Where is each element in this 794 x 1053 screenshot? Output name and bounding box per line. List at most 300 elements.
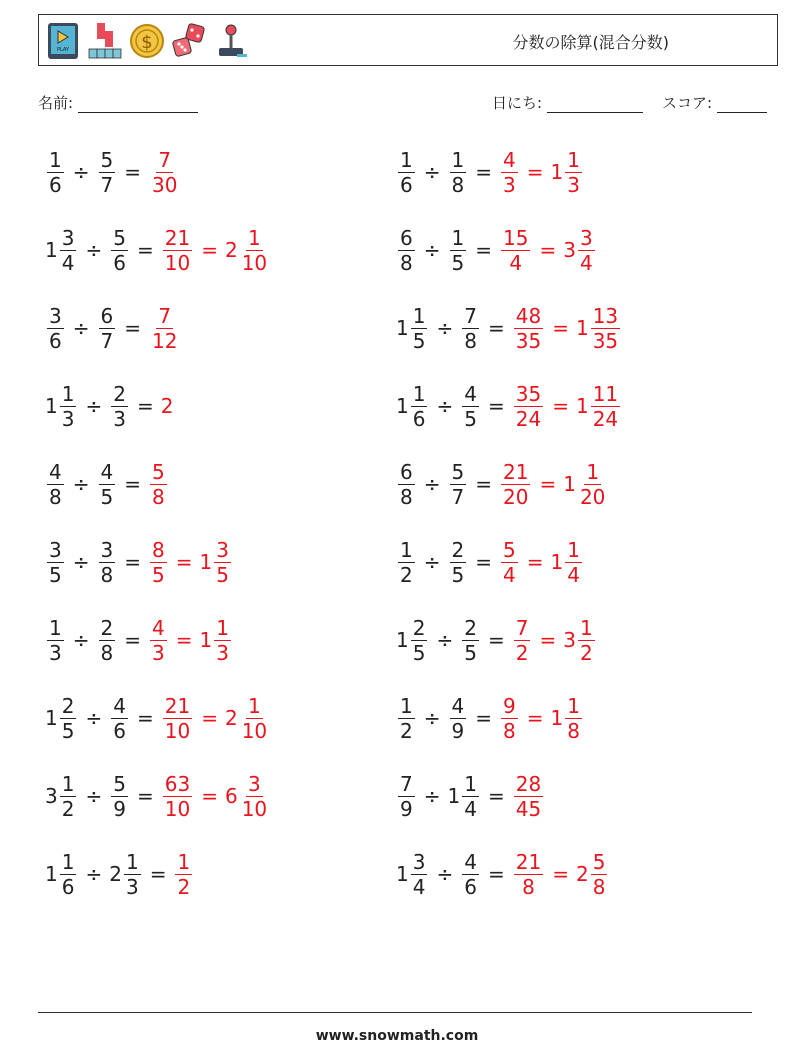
whole-part: 1 bbox=[45, 394, 58, 418]
fraction bbox=[578, 616, 595, 665]
equals-sign: = bbox=[475, 238, 492, 262]
equals-sign: = bbox=[124, 160, 141, 184]
numerator: 1 bbox=[464, 771, 477, 796]
fraction bbox=[591, 382, 620, 431]
numerator: 3 bbox=[216, 537, 229, 562]
denominator: 8 bbox=[152, 484, 165, 509]
numerator: 5 bbox=[503, 537, 516, 562]
equals-sign: = bbox=[487, 862, 505, 886]
answer bbox=[148, 304, 181, 353]
fraction bbox=[175, 850, 192, 899]
numerator: 28 bbox=[515, 771, 542, 796]
denominator: 35 bbox=[515, 328, 542, 353]
numerator: 1 bbox=[567, 537, 580, 562]
fraction bbox=[514, 616, 531, 665]
denominator: 3 bbox=[125, 874, 139, 899]
problem-18 bbox=[396, 686, 584, 750]
denominator: 8 bbox=[464, 328, 477, 353]
problem-12 bbox=[396, 218, 597, 282]
whole-part: 1 bbox=[45, 706, 58, 730]
fraction bbox=[398, 538, 415, 587]
fraction bbox=[47, 148, 64, 197]
fraction bbox=[47, 304, 64, 353]
denominator: 5 bbox=[464, 406, 477, 431]
denominator: 10 bbox=[241, 796, 268, 821]
denominator: 6 bbox=[113, 250, 126, 275]
numerator: 48 bbox=[515, 303, 542, 328]
mixed-number bbox=[45, 148, 66, 197]
denominator: 4 bbox=[579, 250, 593, 275]
fraction bbox=[60, 382, 77, 431]
numerator: 1 bbox=[125, 849, 139, 874]
equals-sign: = bbox=[552, 316, 569, 340]
numerator: 1 bbox=[177, 849, 191, 874]
mixed-number bbox=[109, 694, 130, 743]
denominator: 10 bbox=[164, 250, 191, 275]
fraction bbox=[150, 616, 167, 665]
problem-5 bbox=[45, 452, 169, 516]
date-blank[interactable] bbox=[547, 96, 643, 113]
whole-part: 1 bbox=[45, 238, 58, 262]
numerator: 1 bbox=[61, 381, 75, 406]
mixed-number bbox=[460, 850, 481, 899]
answer bbox=[551, 538, 584, 587]
numerator: 9 bbox=[503, 693, 516, 718]
equals-sign: = bbox=[175, 550, 193, 574]
equals-sign: = bbox=[487, 784, 505, 808]
answer bbox=[512, 382, 545, 431]
numerator: 1 bbox=[579, 615, 593, 640]
name-blank[interactable] bbox=[78, 96, 198, 113]
denominator: 6 bbox=[113, 718, 126, 743]
header-icons bbox=[45, 19, 249, 63]
answer bbox=[551, 694, 584, 743]
numerator: 3 bbox=[61, 225, 75, 250]
mixed-number bbox=[97, 538, 118, 587]
equals-sign: = bbox=[475, 706, 492, 730]
answer bbox=[225, 772, 271, 821]
whole-part: 2 bbox=[224, 238, 238, 262]
numerator: 63 bbox=[164, 771, 191, 796]
denominator: 6 bbox=[49, 172, 62, 197]
whole-part: 1 bbox=[396, 862, 409, 886]
numerator: 4 bbox=[503, 147, 516, 172]
whole-part: 3 bbox=[563, 238, 576, 262]
denominator: 12 bbox=[152, 328, 178, 353]
denominator: 4 bbox=[509, 250, 523, 275]
numerator: 7 bbox=[515, 615, 529, 640]
denominator: 9 bbox=[113, 796, 126, 821]
mixed-number bbox=[109, 382, 130, 431]
fraction bbox=[501, 538, 518, 587]
whole-part: 2 bbox=[160, 394, 174, 418]
mixed-number bbox=[448, 772, 481, 821]
numerator: 1 bbox=[400, 537, 413, 562]
mixed-number bbox=[448, 538, 469, 587]
divide-sign: ÷ bbox=[72, 160, 90, 184]
problem-11 bbox=[396, 140, 584, 204]
fraction bbox=[565, 694, 582, 743]
problem-4 bbox=[45, 374, 173, 438]
numerator: 1 bbox=[451, 225, 465, 250]
whole-part: 1 bbox=[575, 316, 589, 340]
fraction bbox=[565, 538, 582, 587]
date-label: 日にち: bbox=[492, 94, 543, 112]
denominator: 6 bbox=[464, 874, 477, 899]
fraction bbox=[111, 772, 128, 821]
denominator: 3 bbox=[567, 172, 580, 197]
whole-part: 2 bbox=[575, 862, 589, 886]
divide-sign: ÷ bbox=[436, 316, 454, 340]
problem-16 bbox=[396, 530, 584, 594]
denominator: 8 bbox=[400, 250, 413, 275]
divide-sign: ÷ bbox=[72, 550, 90, 574]
denominator: 3 bbox=[113, 406, 126, 431]
numerator: 5 bbox=[113, 225, 126, 250]
mixed-number bbox=[97, 616, 118, 665]
divide-sign: ÷ bbox=[423, 472, 441, 496]
numerator: 15 bbox=[503, 225, 529, 250]
divide-sign: ÷ bbox=[85, 784, 103, 808]
fraction bbox=[99, 460, 116, 509]
numerator: 1 bbox=[400, 147, 413, 172]
numerator: 35 bbox=[515, 381, 542, 406]
answer bbox=[512, 772, 545, 821]
denominator: 8 bbox=[522, 874, 535, 899]
numerator: 2 bbox=[61, 693, 75, 718]
fraction bbox=[240, 772, 269, 821]
equals-sign: = bbox=[475, 472, 492, 496]
name-field bbox=[38, 92, 198, 113]
equals-sign: = bbox=[136, 784, 154, 808]
denominator: 4 bbox=[61, 250, 75, 275]
fraction bbox=[47, 460, 64, 509]
answer bbox=[512, 304, 545, 353]
denominator: 4 bbox=[412, 874, 426, 899]
answer bbox=[563, 616, 596, 665]
fraction bbox=[240, 226, 269, 275]
fraction bbox=[99, 148, 116, 197]
answer bbox=[161, 772, 194, 821]
fraction bbox=[501, 694, 518, 743]
problem-15 bbox=[396, 452, 609, 516]
divide-sign: ÷ bbox=[72, 628, 90, 652]
numerator: 1 bbox=[586, 459, 600, 484]
mixed-number bbox=[109, 772, 130, 821]
equals-sign: = bbox=[539, 472, 557, 496]
numerator: 1 bbox=[567, 147, 580, 172]
denominator: 6 bbox=[412, 406, 426, 431]
score-field bbox=[662, 92, 767, 113]
mixed-number bbox=[45, 382, 78, 431]
denominator: 3 bbox=[152, 640, 165, 665]
denominator: 8 bbox=[100, 562, 114, 587]
numerator: 4 bbox=[464, 849, 477, 874]
fraction bbox=[150, 460, 167, 509]
fraction bbox=[111, 694, 128, 743]
answer bbox=[161, 394, 174, 418]
mixed-number bbox=[396, 226, 417, 275]
answer bbox=[551, 148, 584, 197]
fraction bbox=[450, 694, 467, 743]
mixed-number bbox=[448, 226, 469, 275]
denominator: 5 bbox=[152, 562, 165, 587]
answer bbox=[499, 226, 532, 275]
footer-url: www.snowmath.com bbox=[315, 1028, 479, 1044]
fraction bbox=[450, 460, 467, 509]
problem-19 bbox=[396, 764, 545, 828]
divide-sign: ÷ bbox=[72, 472, 90, 496]
equals-sign: = bbox=[487, 394, 505, 418]
denominator: 2 bbox=[400, 718, 413, 743]
mixed-number bbox=[460, 616, 481, 665]
denominator: 7 bbox=[100, 172, 114, 197]
problem-3 bbox=[45, 296, 181, 360]
equals-sign: = bbox=[175, 628, 193, 652]
answer bbox=[576, 304, 622, 353]
fraction bbox=[462, 304, 479, 353]
score-blank[interactable] bbox=[717, 96, 767, 113]
numerator: 2 bbox=[113, 381, 126, 406]
numerator: 2 bbox=[412, 615, 426, 640]
numerator: 5 bbox=[113, 771, 126, 796]
equals-sign: = bbox=[539, 238, 557, 262]
answer bbox=[161, 226, 194, 275]
numerator: 1 bbox=[49, 615, 62, 640]
numerator: 3 bbox=[412, 849, 426, 874]
numerator: 1 bbox=[451, 147, 465, 172]
fraction bbox=[501, 148, 518, 197]
fraction bbox=[514, 382, 543, 431]
equals-sign: = bbox=[487, 628, 505, 652]
mixed-number bbox=[109, 226, 130, 275]
score-label: スコア: bbox=[662, 94, 713, 112]
numerator: 4 bbox=[464, 381, 477, 406]
fraction bbox=[99, 304, 116, 353]
denominator: 4 bbox=[464, 796, 477, 821]
fraction bbox=[150, 304, 179, 353]
fraction bbox=[501, 460, 530, 509]
answer bbox=[576, 382, 622, 431]
fraction bbox=[60, 850, 77, 899]
fraction bbox=[163, 694, 192, 743]
numerator: 1 bbox=[400, 693, 413, 718]
mixed-number bbox=[109, 850, 142, 899]
mixed-number bbox=[45, 226, 78, 275]
whole-part: 1 bbox=[396, 628, 409, 652]
divide-sign: ÷ bbox=[423, 706, 441, 730]
equals-sign: = bbox=[136, 238, 154, 262]
whole-part: 1 bbox=[45, 862, 58, 886]
answer bbox=[225, 226, 271, 275]
fraction bbox=[411, 382, 428, 431]
equals-sign: = bbox=[201, 784, 218, 808]
equals-sign: = bbox=[475, 550, 492, 574]
mixed-number bbox=[45, 460, 66, 509]
problem-17 bbox=[396, 608, 597, 672]
equals-sign: = bbox=[552, 394, 569, 418]
denominator: 2 bbox=[515, 640, 529, 665]
denominator: 8 bbox=[100, 640, 114, 665]
numerator: 7 bbox=[464, 303, 477, 328]
fraction bbox=[411, 304, 428, 353]
fraction bbox=[565, 148, 582, 197]
whole-part: 1 bbox=[396, 316, 409, 340]
denominator: 8 bbox=[49, 484, 62, 509]
answer bbox=[499, 460, 532, 509]
denominator: 3 bbox=[503, 172, 516, 197]
denominator: 2 bbox=[177, 874, 191, 899]
denominator: 2 bbox=[579, 640, 593, 665]
problem-14 bbox=[396, 374, 622, 438]
name-label: 名前: bbox=[38, 94, 74, 112]
whole-part: 1 bbox=[575, 394, 589, 418]
denominator: 8 bbox=[503, 718, 516, 743]
answer bbox=[512, 616, 533, 665]
fraction bbox=[99, 616, 116, 665]
denominator: 3 bbox=[49, 640, 62, 665]
numerator: 6 bbox=[400, 459, 413, 484]
equals-sign: = bbox=[552, 862, 569, 886]
divide-sign: ÷ bbox=[85, 238, 103, 262]
numerator: 1 bbox=[49, 147, 62, 172]
equals-sign: = bbox=[124, 628, 141, 652]
denominator: 5 bbox=[61, 718, 75, 743]
answer bbox=[161, 694, 194, 743]
answer bbox=[512, 850, 545, 899]
mixed-number bbox=[45, 850, 78, 899]
mixed-number bbox=[396, 460, 417, 509]
blocks-icon bbox=[87, 21, 123, 61]
fraction bbox=[214, 616, 231, 665]
numerator: 4 bbox=[113, 693, 126, 718]
mixed-number bbox=[396, 616, 429, 665]
answer bbox=[148, 148, 181, 197]
numerator: 13 bbox=[592, 303, 619, 328]
dice-icon bbox=[171, 21, 207, 61]
fraction bbox=[214, 538, 231, 587]
svg-text:$: $ bbox=[141, 32, 153, 53]
fraction bbox=[462, 772, 479, 821]
fraction bbox=[462, 850, 479, 899]
answer bbox=[563, 460, 609, 509]
denominator: 5 bbox=[451, 562, 465, 587]
whole-part: 1 bbox=[396, 394, 409, 418]
numerator: 21 bbox=[164, 693, 191, 718]
whole-part: 2 bbox=[224, 706, 238, 730]
fraction bbox=[578, 460, 607, 509]
divide-sign: ÷ bbox=[85, 394, 103, 418]
denominator: 30 bbox=[152, 172, 178, 197]
equals-sign: = bbox=[124, 550, 141, 574]
numerator: 7 bbox=[158, 303, 172, 328]
numerator: 2 bbox=[100, 615, 114, 640]
numerator: 4 bbox=[451, 693, 465, 718]
divide-sign: ÷ bbox=[436, 394, 454, 418]
denominator: 4 bbox=[567, 562, 580, 587]
equals-sign: = bbox=[539, 628, 557, 652]
answer bbox=[499, 694, 520, 743]
denominator: 5 bbox=[464, 640, 477, 665]
fraction bbox=[398, 694, 415, 743]
numerator: 21 bbox=[515, 849, 542, 874]
fraction bbox=[150, 538, 167, 587]
numerator: 7 bbox=[158, 147, 172, 172]
denominator: 2 bbox=[61, 796, 75, 821]
numerator: 1 bbox=[412, 303, 426, 328]
numerator: 4 bbox=[49, 459, 62, 484]
answer bbox=[148, 616, 169, 665]
divide-sign: ÷ bbox=[436, 628, 454, 652]
fraction bbox=[124, 850, 141, 899]
mixed-number bbox=[396, 304, 429, 353]
whole-part: 6 bbox=[224, 784, 238, 808]
problem-9 bbox=[45, 764, 271, 828]
whole-part: 1 bbox=[199, 628, 213, 652]
equals-sign: = bbox=[149, 862, 167, 886]
fraction bbox=[111, 226, 128, 275]
denominator: 5 bbox=[412, 640, 426, 665]
mixed-number bbox=[45, 304, 66, 353]
numerator: 1 bbox=[412, 381, 426, 406]
fraction bbox=[60, 226, 77, 275]
mixed-number bbox=[396, 772, 417, 821]
fraction bbox=[163, 226, 192, 275]
fraction bbox=[398, 148, 415, 197]
whole-part: 3 bbox=[563, 628, 576, 652]
problem-1 bbox=[45, 140, 181, 204]
numerator: 1 bbox=[248, 693, 261, 718]
problem-20 bbox=[396, 842, 609, 906]
equals-sign: = bbox=[124, 316, 141, 340]
divide-sign: ÷ bbox=[85, 862, 103, 886]
whole-part: 1 bbox=[447, 784, 461, 808]
numerator: 21 bbox=[503, 459, 529, 484]
equals-sign: = bbox=[526, 550, 544, 574]
numerator: 1 bbox=[567, 693, 580, 718]
mixed-number bbox=[460, 382, 481, 431]
denominator: 5 bbox=[451, 250, 465, 275]
numerator: 7 bbox=[400, 771, 413, 796]
denominator: 8 bbox=[451, 172, 465, 197]
denominator: 5 bbox=[412, 328, 426, 353]
numerator: 1 bbox=[216, 615, 229, 640]
answer bbox=[576, 850, 609, 899]
answer bbox=[499, 538, 520, 587]
numerator: 5 bbox=[152, 459, 165, 484]
denominator: 10 bbox=[241, 718, 268, 743]
mixed-number bbox=[448, 694, 469, 743]
fraction bbox=[450, 148, 467, 197]
equals-sign: = bbox=[201, 238, 218, 262]
fraction bbox=[411, 850, 428, 899]
denominator: 10 bbox=[241, 250, 268, 275]
coin-icon bbox=[129, 21, 165, 61]
denominator: 3 bbox=[216, 640, 229, 665]
denominator: 3 bbox=[61, 406, 75, 431]
mixed-number bbox=[97, 148, 118, 197]
mixed-number bbox=[460, 304, 481, 353]
denominator: 2 bbox=[400, 562, 413, 587]
mixed-number bbox=[45, 694, 78, 743]
whole-part: 2 bbox=[109, 862, 122, 886]
numerator: 3 bbox=[579, 225, 593, 250]
fraction bbox=[398, 460, 415, 509]
denominator: 6 bbox=[400, 172, 413, 197]
whole-part: 1 bbox=[550, 706, 564, 730]
answer bbox=[563, 226, 596, 275]
denominator: 35 bbox=[592, 328, 619, 353]
